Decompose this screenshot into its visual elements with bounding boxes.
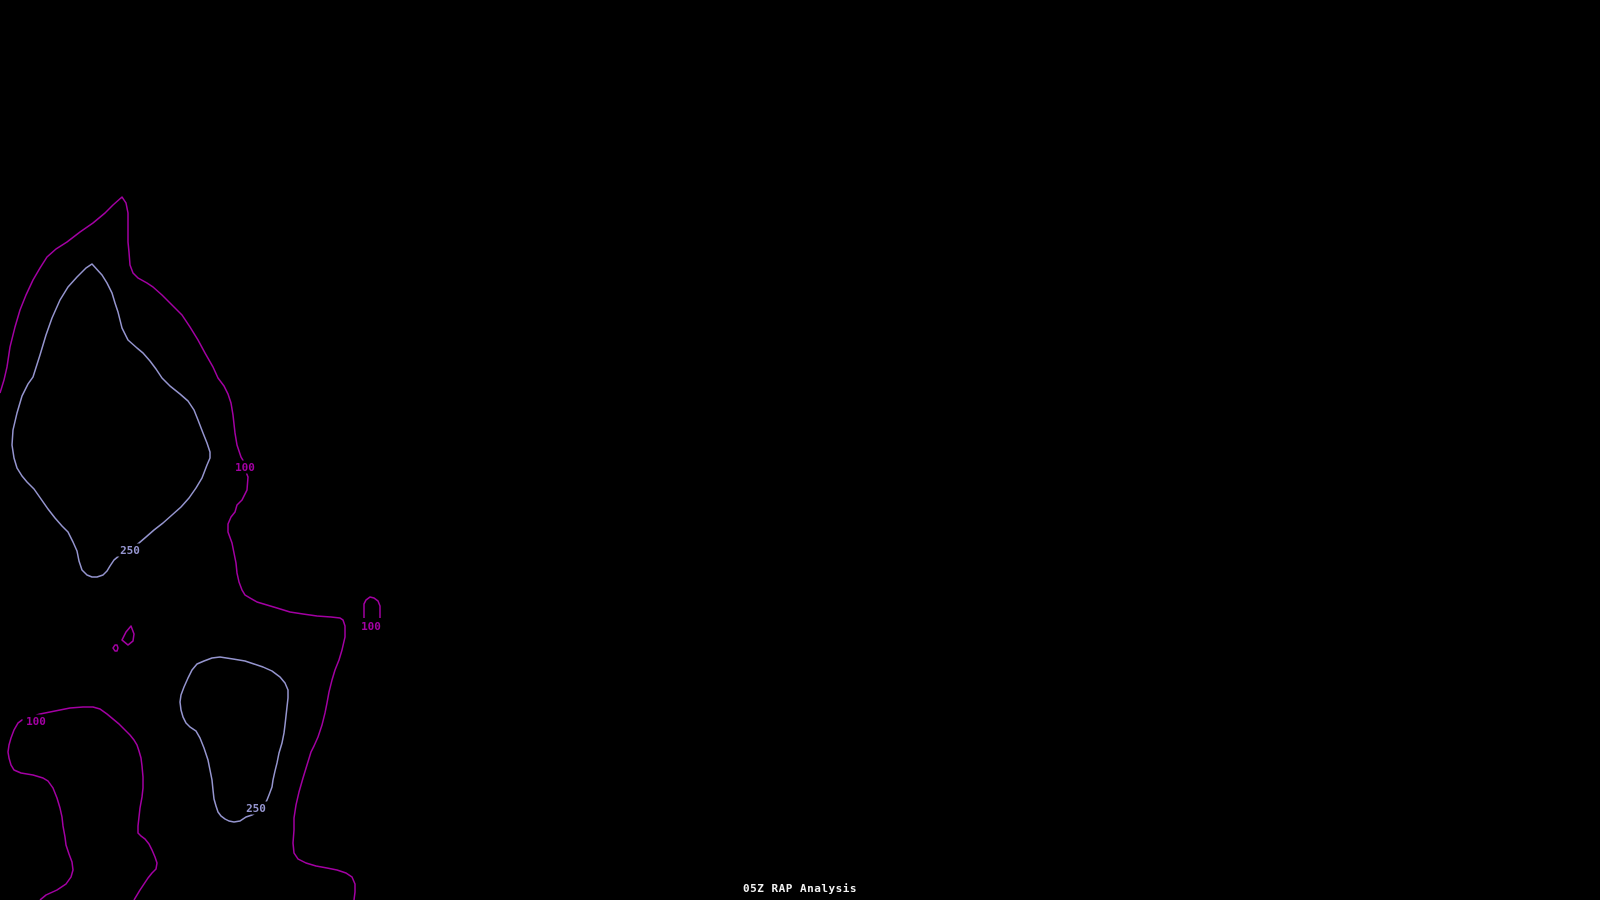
contour-value-label: 100 (361, 620, 381, 633)
contour-line-100-small-cap (364, 597, 380, 618)
product-title: 05Z RAP Analysis (743, 882, 857, 895)
contour-line-100-small-triangle (122, 626, 134, 645)
contour-value-label: 100 (26, 715, 46, 728)
contour-line-100-southwest (8, 707, 157, 900)
contour-line-100-tiny-dot (113, 645, 118, 651)
contour-value-label: 250 (120, 544, 140, 557)
contour-value-label: 250 (246, 802, 266, 815)
contour-line-250-south (180, 657, 288, 822)
contour-line-100-main (0, 197, 355, 900)
contour-line-250-main (12, 264, 210, 577)
contour-value-label: 100 (235, 461, 255, 474)
